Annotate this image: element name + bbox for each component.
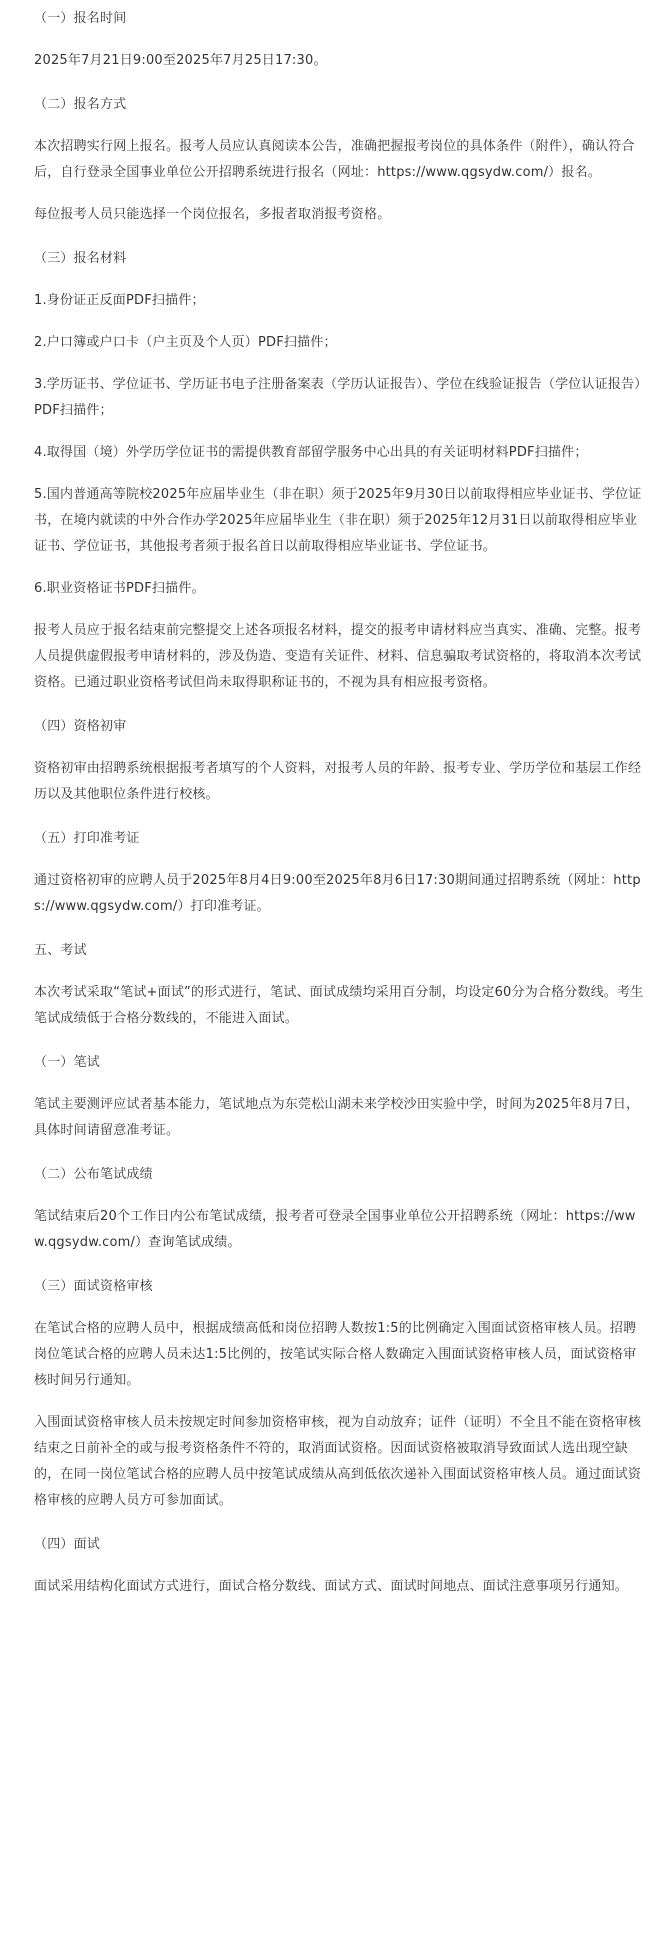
- paragraph-registration-time: 2025年7月21日9:00至2025年7月25日17:30。: [34, 53, 327, 68]
- paragraph-written-results: 笔试结束后20个工作日内公布笔试成绩，报考者可登录全国事业单位公开招聘系统（网址：https://www.qgsydw.com/）查询笔试成绩。: [34, 1209, 636, 1250]
- section-heading-registration-method: （二）报名方式: [34, 97, 127, 112]
- paragraph-print-admission-ticket: 通过资格初审的应聘人员于2025年8月4日9:00至2025年8月6日17:30期间通过招聘系统（网址：https://www.qgsydw.com/）打印准考证。: [34, 873, 641, 914]
- material-item-3: 3.学历证书、学位证书、学历证书电子注册备案表（学历认证报告）、学位在线验证报告（学位认证报告）PDF扫描件；: [34, 377, 648, 418]
- paragraph-preliminary-review: 资格初审由招聘系统根据报考者填写的个人资料，对报考人员的年龄、报考专业、学历学位和基层工作经历以及其他职位条件进行校核。: [34, 761, 642, 802]
- section-heading-written-exam: （一）笔试: [34, 1055, 101, 1070]
- section-heading-interview-qualification: （三）面试资格审核: [34, 1279, 153, 1294]
- material-item-4: 4.取得国（境）外学历学位证书的需提供教育部留学服务中心出具的有关证明材料PDF扫描件；: [34, 445, 588, 460]
- paragraph-registration-method: 本次招聘实行网上报名。报考人员应认真阅读本公告，准确把握报考岗位的具体条件（附件），确认符合后，自行登录全国事业单位公开招聘系统进行报名（网址：https://www.qgsydw.com/）报名。: [34, 139, 635, 180]
- paragraph-interview: 面试采用结构化面试方式进行，面试合格分数线、面试方式、面试时间地点、面试注意事项另行通知。: [34, 1579, 629, 1594]
- section-heading-registration-materials: （三）报名材料: [34, 251, 127, 266]
- material-item-2: 2.户口簿或户口卡（户主页及个人页）PDF扫描件；: [34, 335, 337, 350]
- material-item-6: 6.职业资格证书PDF扫描件。: [34, 581, 205, 596]
- material-item-1: 1.身份证正反面PDF扫描件；: [34, 293, 205, 308]
- section-heading-registration-time: （一）报名时间: [34, 11, 127, 26]
- paragraph-interview-qualification-ratio: 在笔试合格的应聘人员中，根据成绩高低和岗位招聘人数按1:5的比例确定入围面试资格审核人员。招聘岗位笔试合格的应聘人员未达1:5比例的，按笔试实际合格人数确定入围面试资格审核人员，面试资格审核时间另行通知。: [34, 1321, 637, 1388]
- paragraph-materials-requirement: 报考人员应于报名结束前完整提交上述各项报名材料，提交的报考申请材料应当真实、准确、完整。报考人员提供虚假报考申请材料的，涉及伪造、变造有关证件、材料、信息骗取考试资格的，将取消本次考试资格。已通过职业资格考试但尚未取得职称证书的，不视为具有相应报考资格。: [34, 623, 642, 690]
- paragraph-interview-qualification-rules: 入围面试资格审核人员未按规定时间参加资格审核，视为自动放弃；证件（证明）不全且不能在资格审核结束之日前补全的或与报考资格条件不符的，取消面试资格。因面试资格被取消导致面试人选出现空缺的，在同一岗位笔试合格的应聘人员中按笔试成绩从高到低依次递补入围面试资格审核人员。通过面试资格审核的应聘人员方可参加面试。: [34, 1415, 642, 1508]
- paragraph-written-exam: 笔试主要测评应试者基本能力，笔试地点为东莞松山湖未来学校沙田实验中学，时间为2025年8月7日，具体时间请留意准考证。: [34, 1097, 640, 1138]
- section-heading-preliminary-review: （四）资格初审: [34, 719, 127, 734]
- section-heading-written-results: （二）公布笔试成绩: [34, 1167, 153, 1182]
- section-heading-print-admission-ticket: （五）打印准考证: [34, 831, 140, 846]
- section-heading-exam: 五、考试: [34, 943, 87, 958]
- paragraph-exam-format: 本次考试采取“笔试+面试”的形式进行，笔试、面试成绩均采用百分制，均设定60分为合格分数线。考生笔试成绩低于合格分数线的，不能进入面试。: [34, 985, 644, 1026]
- section-heading-interview: （四）面试: [34, 1537, 101, 1552]
- paragraph-one-post-only: 每位报考人员只能选择一个岗位报名，多报者取消报考资格。: [34, 207, 391, 222]
- material-item-5: 5.国内普通高等院校2025年应届毕业生（非在职）须于2025年9月30日以前取得相应毕业证书、学位证书，在境内就读的中外合作办学2025年应届毕业生（非在职）须于2025年12月31日以前取得相应毕业证书、学位证书，其他报考者须于报名首日以前取得相应毕业证书、学位证书。: [34, 487, 642, 554]
